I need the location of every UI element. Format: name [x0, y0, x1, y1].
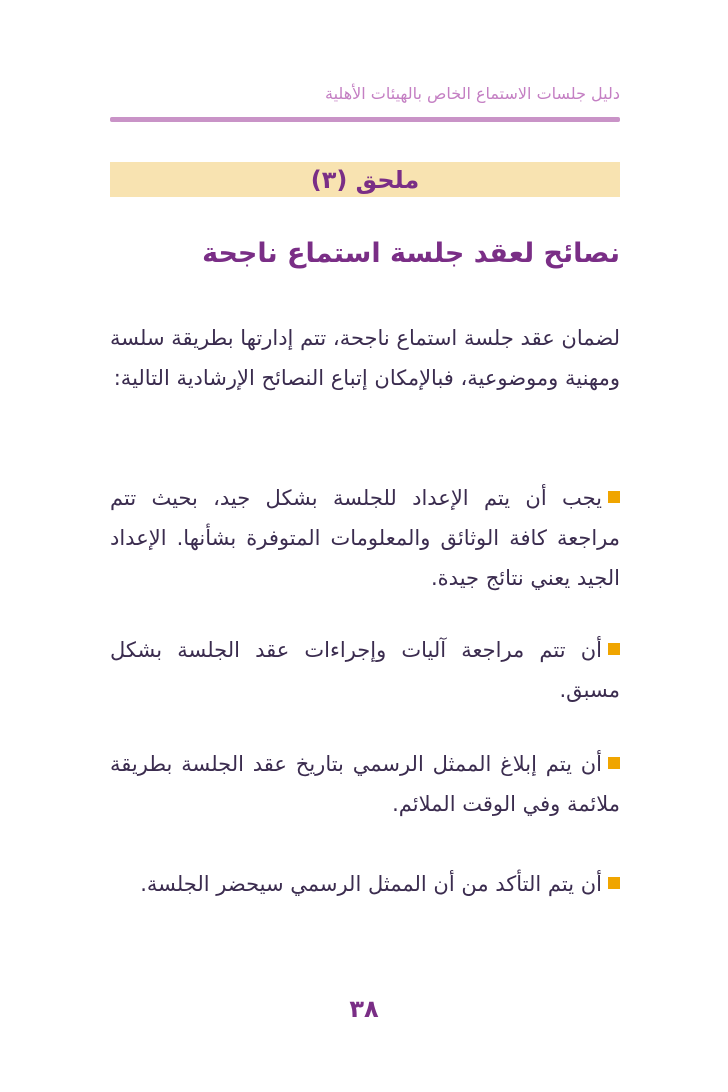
tip-item	[110, 630, 620, 710]
tip-text: أن يتم إبلاغ الممثل الرسمي بتاريخ عقد الجلسة بطريقة ملائمة وفي الوقت الملائم.	[110, 752, 620, 816]
running-header: دليل جلسات الاستماع الخاص بالهيئات الأهلية	[325, 84, 620, 103]
square-bullet-icon	[608, 877, 620, 889]
section-heading: نصائح لعقد جلسة استماع ناجحة	[202, 238, 620, 269]
appendix-banner	[110, 162, 620, 197]
square-bullet-icon	[608, 643, 620, 655]
header-divider	[110, 117, 620, 122]
intro-paragraph: لضمان عقد جلسة استماع ناجحة، تتم إدارتها بطريقة سلسة ومهنية وموضوعية، فبالإمكان إتباع النصائح الإرشادية التالية:	[110, 326, 620, 390]
page-number: ٣٨	[349, 995, 379, 1023]
tip-text: يجب أن يتم الإعداد للجلسة بشكل جيد، بحيث تتم مراجعة كافة الوثائق والمعلومات المتوفرة بشأنها. الإعداد الجيد يعني نتائج جيدة.	[110, 486, 620, 590]
tip-item	[110, 478, 620, 598]
tip-text: أن يتم التأكد من أن الممثل الرسمي سيحضر الجلسة.	[140, 872, 602, 896]
tip-item	[110, 744, 620, 824]
square-bullet-icon	[608, 757, 620, 769]
tip-text: أن تتم مراجعة آليات وإجراءات عقد الجلسة بشكل مسبق.	[110, 638, 620, 702]
square-bullet-icon	[608, 491, 620, 503]
appendix-title: ملحق (٣)	[310, 165, 420, 194]
tip-item	[110, 864, 620, 904]
